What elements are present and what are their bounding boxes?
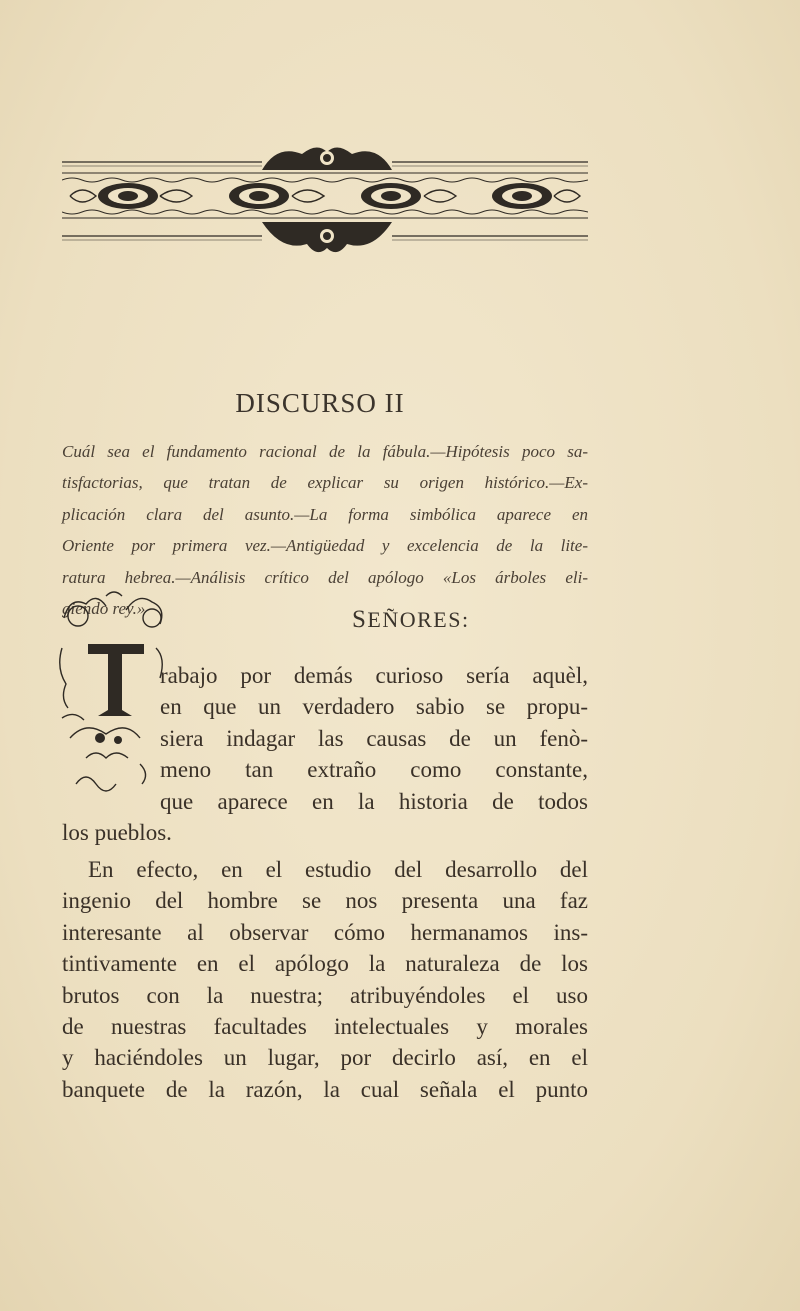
text-line: meno tan extraño como constante, (160, 757, 588, 783)
text-line: en que un verdadero sabio se propu- (160, 694, 588, 720)
text-line: rabajo por demás curioso sería aquèl, (160, 663, 588, 688)
paragraph-2 (62, 854, 588, 1105)
summary-line: Oriente por primera vez.—Antigüedad y excelencia de la lite- (62, 536, 588, 556)
text-line: de nuestras facultades intelectuales y morales (62, 1013, 588, 1039)
text-line: ingenio del hombre se nos presenta una faz (62, 888, 588, 914)
summary-line: tisfactorias, que tratan de explicar su origen histórico.—Ex- (62, 473, 588, 493)
text-line: los pueblos. (62, 819, 172, 845)
summary-line: ratura hebrea.—Análisis crítico del apólogo «Los árboles eli- (62, 567, 588, 587)
salutation-rest: EÑORES: (367, 607, 470, 632)
text-line: interesante al observar cómo hermanamos ins- (62, 919, 588, 945)
text-line: tintivamente en el apólogo la naturaleza de los (62, 951, 588, 977)
text-line: banquete de la razón, la cual señala el punto (62, 1076, 588, 1102)
ornamental-headpiece (62, 140, 588, 260)
summary-line: plicación clara del asunto.—La forma simbólica aparece en (62, 504, 588, 524)
text-line: y haciéndoles un lugar, por decirlo así, en el (62, 1045, 588, 1071)
summary-line: Cuál sea el fundamento racional de la fábula.—Hipótesis poco sa- (62, 442, 588, 461)
chapter-heading: DISCURSO II (235, 388, 405, 418)
summary-line: giendo rey.» (62, 598, 146, 618)
salutation-capital: S (352, 606, 368, 633)
text-line: En efecto, en el estudio del desarrollo del (88, 857, 588, 882)
salutation (352, 606, 470, 634)
text-line: brutos con la nuestra; atribuyéndoles el uso (62, 982, 588, 1008)
text-line: que aparece en la historia de todos (160, 788, 588, 814)
paragraph-1 (62, 660, 588, 848)
text-line: siera indagar las causas de un fenò- (160, 725, 588, 751)
